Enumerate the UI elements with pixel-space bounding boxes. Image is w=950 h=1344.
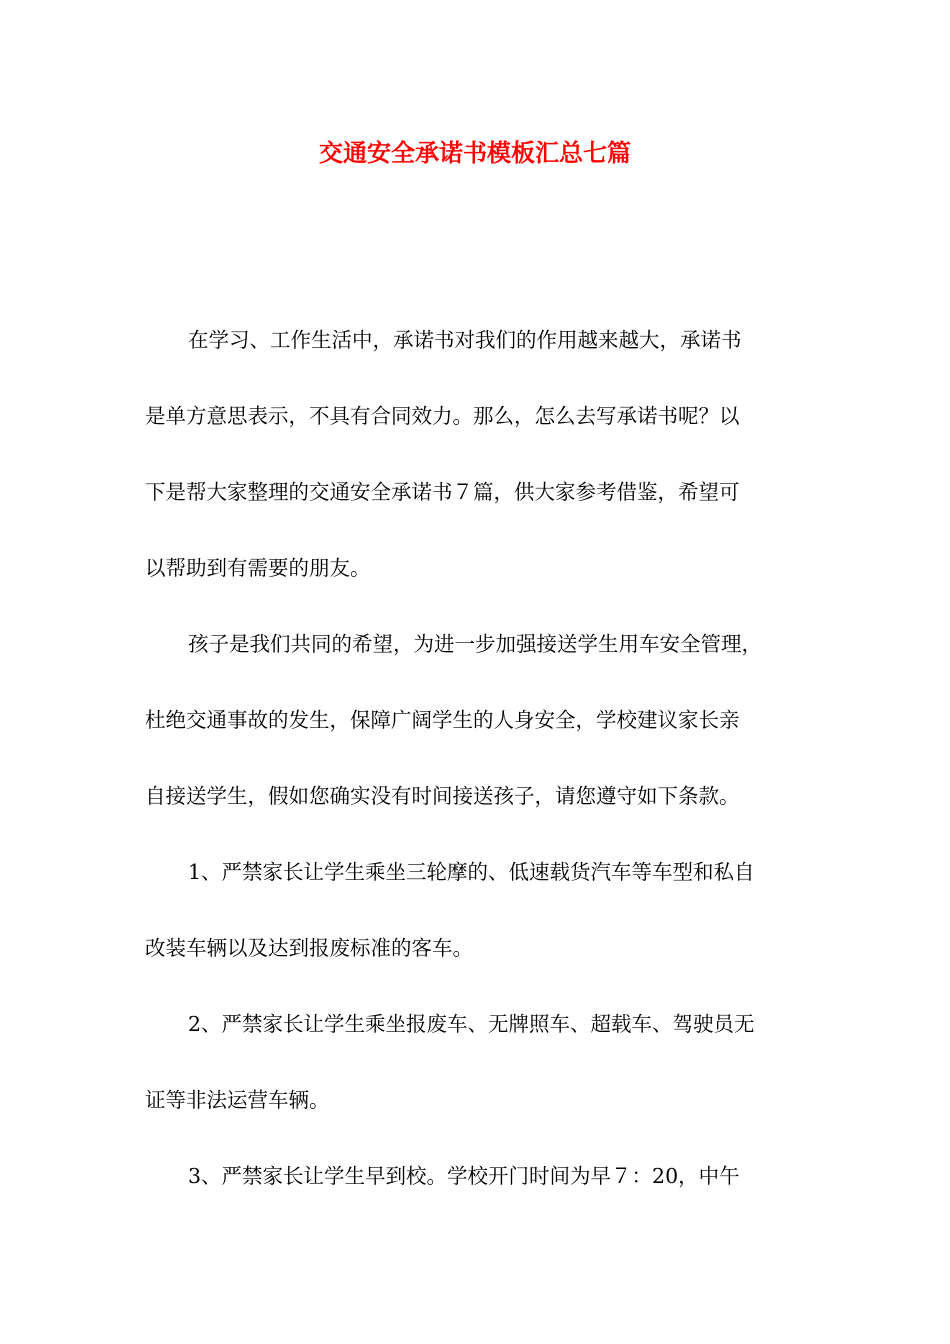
list-item-line: 1、严禁家长让学生乘坐三轮摩的、低速载货汽车等车型和私自 [188, 860, 755, 884]
paragraph-line: 孩子是我们共同的希望，为进一步加强接送学生用车安全管理， [188, 632, 762, 656]
list-item-line: 证等非法运营车辆。 [145, 1088, 330, 1112]
paragraph-line: 在学习、工作生活中，承诺书对我们的作用越来越大，承诺书 [188, 328, 742, 352]
list-item-line: 2、严禁家长让学生乘坐报废车、无牌照车、超载车、驾驶员无 [188, 1012, 755, 1036]
list-item-line: 3、严禁家长让学生早到校。学校开门时间为早７：20，中午 [188, 1164, 740, 1188]
paragraph-line: 杜绝交通事故的发生，保障广阔学生的人身安全，学校建议家长亲 [145, 708, 740, 732]
paragraph-line: 自接送学生，假如您确实没有时间接送孩子，请您遵守如下条款。 [145, 784, 740, 808]
paragraph-line: 下是帮大家整理的交通安全承诺书７篇，供大家参考借鉴，希望可 [145, 480, 740, 504]
document-title: 交通安全承诺书模板汇总七篇 [319, 138, 631, 167]
list-item-line: 改装车辆以及达到报废标准的客车。 [145, 936, 473, 960]
paragraph-line: 是单方意思表示，不具有合同效力。那么，怎么去写承诺书呢？以 [145, 404, 740, 428]
paragraph-line: 以帮助到有需要的朋友。 [145, 556, 371, 580]
